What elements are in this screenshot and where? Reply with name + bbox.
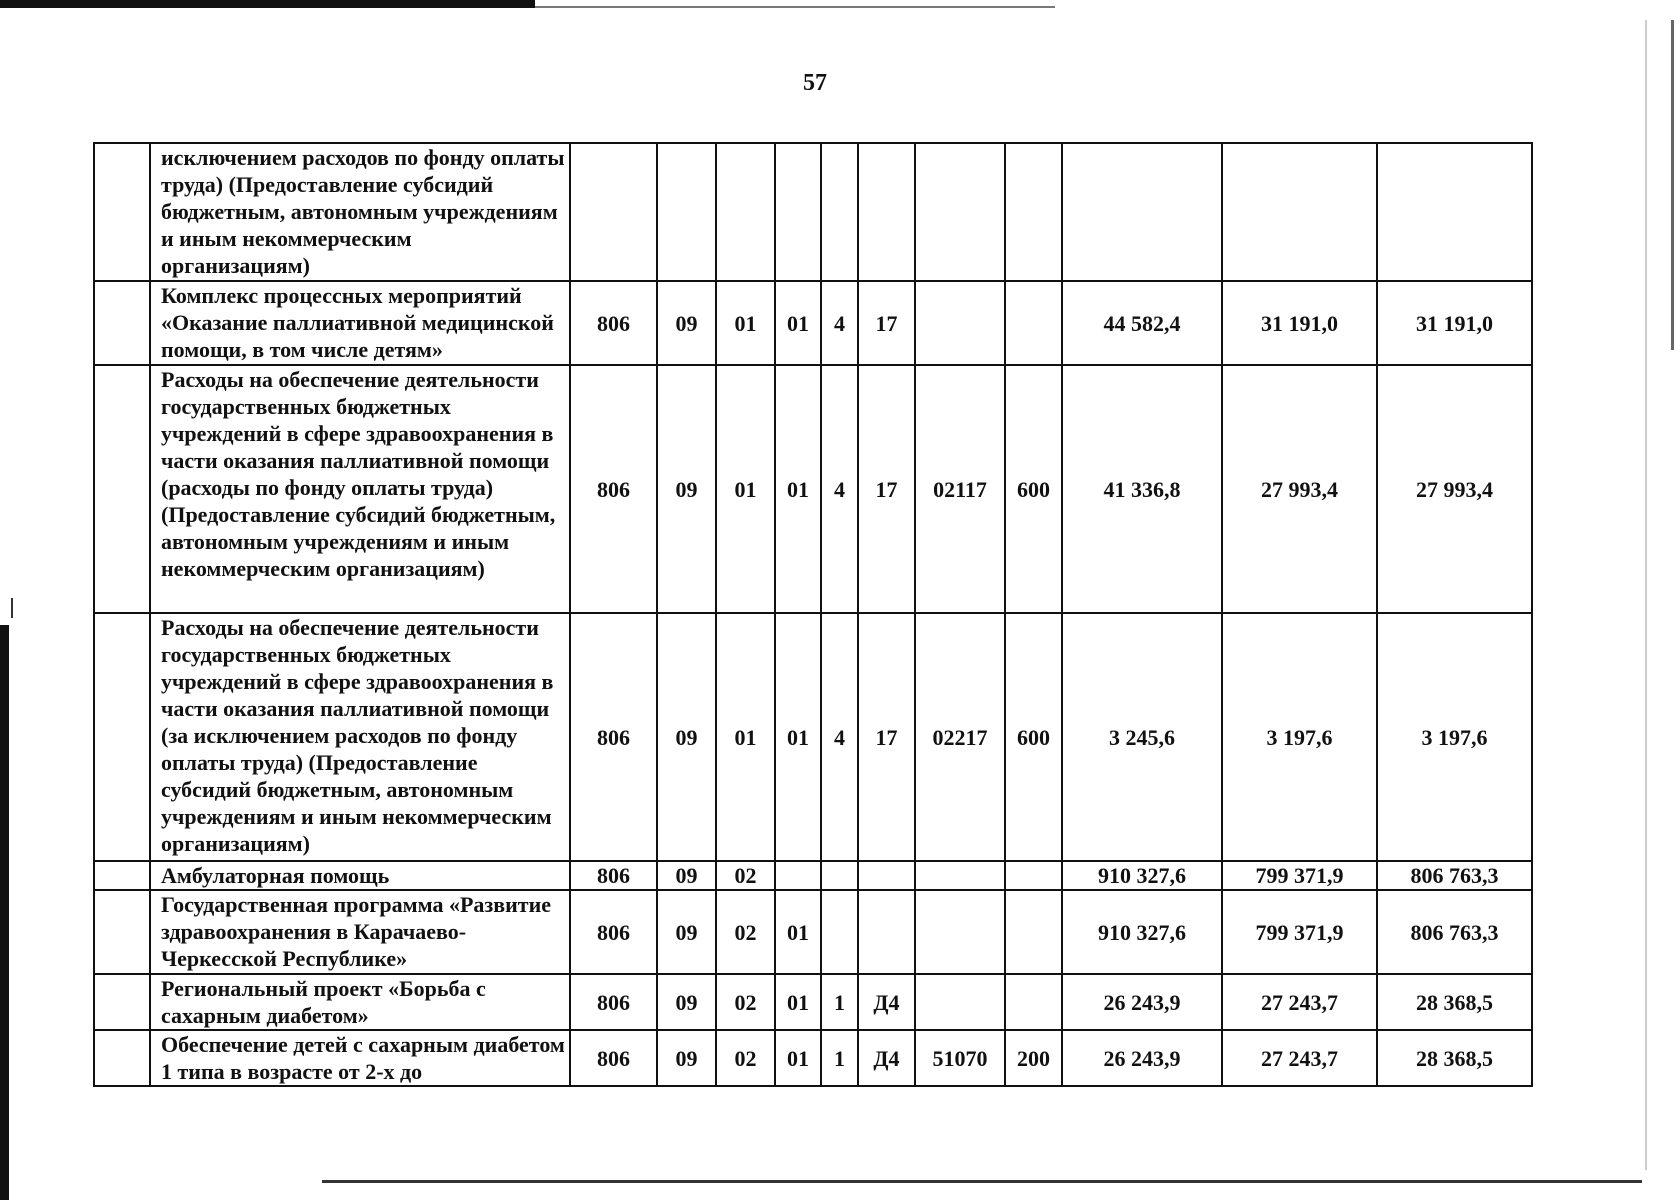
item-name: Расходы на обеспечение деятельности государственных бюджетных учреждений в сфере здравоохранения в части оказания паллиативной помощи (расходы по фонду оплаты труда) (Предоставление субсидий бюджетным, автономным учреждениям и иным некоммерческим организациям) xyxy=(150,365,570,613)
subsection-code: 01 xyxy=(716,365,775,613)
structure-code xyxy=(858,143,915,281)
program-code: 01 xyxy=(775,974,821,1030)
table-row xyxy=(94,861,1532,890)
item-name: исключением расходов по фонду оплаты труда) (Предоставление субсидий бюджетным, автономным учреждениям и иным некоммерческим организациям) xyxy=(150,143,570,281)
scan-border-top-thin xyxy=(535,6,1055,8)
budget-table-body xyxy=(94,143,1532,1086)
direction-code: 4 xyxy=(821,613,858,861)
item-name: Государственная программа «Развитие здравоохранения в Карачаево-Черкесской Республике» xyxy=(150,890,570,974)
amount-year-2: 31 191,0 xyxy=(1222,281,1377,365)
structure-code: 17 xyxy=(858,281,915,365)
blank-cell xyxy=(94,861,150,890)
ministry-code: 806 xyxy=(570,861,657,890)
ministry-code: 806 xyxy=(570,890,657,974)
ministry-code: 806 xyxy=(570,1030,657,1086)
direction-code xyxy=(821,890,858,974)
expense-type-code xyxy=(1005,143,1062,281)
amount-year-1: 3 245,6 xyxy=(1062,613,1222,861)
section-code: 09 xyxy=(657,861,716,890)
amount-year-2: 799 371,9 xyxy=(1222,890,1377,974)
scan-border-right-faint xyxy=(1645,20,1647,1170)
amount-year-3: 28 368,5 xyxy=(1377,1030,1532,1086)
amount-year-1: 910 327,6 xyxy=(1062,861,1222,890)
amount-year-3: 3 197,6 xyxy=(1377,613,1532,861)
subsection-code: 02 xyxy=(716,974,775,1030)
structure-code: Д4 xyxy=(858,974,915,1030)
blank-cell xyxy=(94,365,150,613)
structure-code: 17 xyxy=(858,365,915,613)
expense-type-code xyxy=(1005,974,1062,1030)
expense-code xyxy=(915,143,1005,281)
scan-border-left xyxy=(0,625,9,1200)
amount-year-1: 26 243,9 xyxy=(1062,1030,1222,1086)
structure-code: 17 xyxy=(858,613,915,861)
table-row xyxy=(94,1030,1532,1086)
amount-year-3: 806 763,3 xyxy=(1377,861,1532,890)
amount-year-2: 27 243,7 xyxy=(1222,1030,1377,1086)
direction-code xyxy=(821,143,858,281)
amount-year-1 xyxy=(1062,143,1222,281)
program-code xyxy=(775,143,821,281)
blank-cell xyxy=(94,143,150,281)
expense-code xyxy=(915,974,1005,1030)
item-name: Обеспечение детей с сахарным диабетом 1 типа в возрасте от 2-х до xyxy=(150,1030,570,1086)
scan-border-bottom xyxy=(322,1180,1642,1183)
amount-year-2: 799 371,9 xyxy=(1222,861,1377,890)
amount-year-3: 31 191,0 xyxy=(1377,281,1532,365)
structure-code xyxy=(858,890,915,974)
amount-year-2: 27 243,7 xyxy=(1222,974,1377,1030)
ministry-code xyxy=(570,143,657,281)
ministry-code: 806 xyxy=(570,281,657,365)
table-row xyxy=(94,365,1532,613)
program-code: 01 xyxy=(775,365,821,613)
expense-type-code: 200 xyxy=(1005,1030,1062,1086)
blank-cell xyxy=(94,613,150,861)
blank-cell xyxy=(94,1030,150,1086)
ministry-code: 806 xyxy=(570,613,657,861)
amount-year-2 xyxy=(1222,143,1377,281)
section-code: 09 xyxy=(657,890,716,974)
section-code: 09 xyxy=(657,281,716,365)
table-row xyxy=(94,143,1532,281)
section-code: 09 xyxy=(657,1030,716,1086)
subsection-code: 01 xyxy=(716,613,775,861)
ministry-code: 806 xyxy=(570,365,657,613)
amount-year-3: 28 368,5 xyxy=(1377,974,1532,1030)
subsection-code: 01 xyxy=(716,281,775,365)
program-code: 01 xyxy=(775,1030,821,1086)
expense-type-code xyxy=(1005,861,1062,890)
scan-mark-left xyxy=(11,598,13,618)
expense-code: 02217 xyxy=(915,613,1005,861)
direction-code: 4 xyxy=(821,365,858,613)
amount-year-3: 806 763,3 xyxy=(1377,890,1532,974)
direction-code: 4 xyxy=(821,281,858,365)
subsection-code: 02 xyxy=(716,861,775,890)
item-name: Расходы на обеспечение деятельности государственных бюджетных учреждений в сфере здравоохранения в части оказания паллиативной помощи (за исключением расходов по фонду оплаты труда) (Предоставление субсидий бюджетным, автономным учреждениям и иным некоммерческим организациям) xyxy=(150,613,570,861)
amount-year-1: 44 582,4 xyxy=(1062,281,1222,365)
structure-code xyxy=(858,861,915,890)
amount-year-3 xyxy=(1377,143,1532,281)
table-row xyxy=(94,890,1532,974)
amount-year-1: 910 327,6 xyxy=(1062,890,1222,974)
expense-code: 51070 xyxy=(915,1030,1005,1086)
direction-code: 1 xyxy=(821,1030,858,1086)
amount-year-3: 27 993,4 xyxy=(1377,365,1532,613)
expense-code xyxy=(915,890,1005,974)
amount-year-1: 26 243,9 xyxy=(1062,974,1222,1030)
program-code: 01 xyxy=(775,613,821,861)
section-code: 09 xyxy=(657,613,716,861)
expense-code: 02117 xyxy=(915,365,1005,613)
budget-table xyxy=(93,142,1533,1087)
scan-border-top xyxy=(0,0,535,8)
scan-border-right xyxy=(1671,20,1674,350)
section-code: 09 xyxy=(657,365,716,613)
subsection-code: 02 xyxy=(716,890,775,974)
subsection-code: 02 xyxy=(716,1030,775,1086)
blank-cell xyxy=(94,890,150,974)
ministry-code: 806 xyxy=(570,974,657,1030)
table-row xyxy=(94,974,1532,1030)
amount-year-2: 27 993,4 xyxy=(1222,365,1377,613)
program-code xyxy=(775,861,821,890)
item-name: Региональный проект «Борьба с сахарным диабетом» xyxy=(150,974,570,1030)
amount-year-2: 3 197,6 xyxy=(1222,613,1377,861)
amount-year-1: 41 336,8 xyxy=(1062,365,1222,613)
structure-code: Д4 xyxy=(858,1030,915,1086)
section-code: 09 xyxy=(657,974,716,1030)
direction-code: 1 xyxy=(821,974,858,1030)
item-name: Амбулаторная помощь xyxy=(150,861,570,890)
expense-type-code xyxy=(1005,890,1062,974)
blank-cell xyxy=(94,281,150,365)
direction-code xyxy=(821,861,858,890)
item-name: Комплекс процессных мероприятий «Оказание паллиативной медицинской помощи, в том числе детям» xyxy=(150,281,570,365)
section-code xyxy=(657,143,716,281)
expense-type-code: 600 xyxy=(1005,365,1062,613)
page-number: 57 xyxy=(803,70,827,96)
expense-code xyxy=(915,281,1005,365)
expense-type-code: 600 xyxy=(1005,613,1062,861)
expense-type-code xyxy=(1005,281,1062,365)
blank-cell xyxy=(94,974,150,1030)
table-row xyxy=(94,281,1532,365)
program-code: 01 xyxy=(775,890,821,974)
program-code: 01 xyxy=(775,281,821,365)
expense-code xyxy=(915,861,1005,890)
table-row xyxy=(94,613,1532,861)
subsection-code xyxy=(716,143,775,281)
